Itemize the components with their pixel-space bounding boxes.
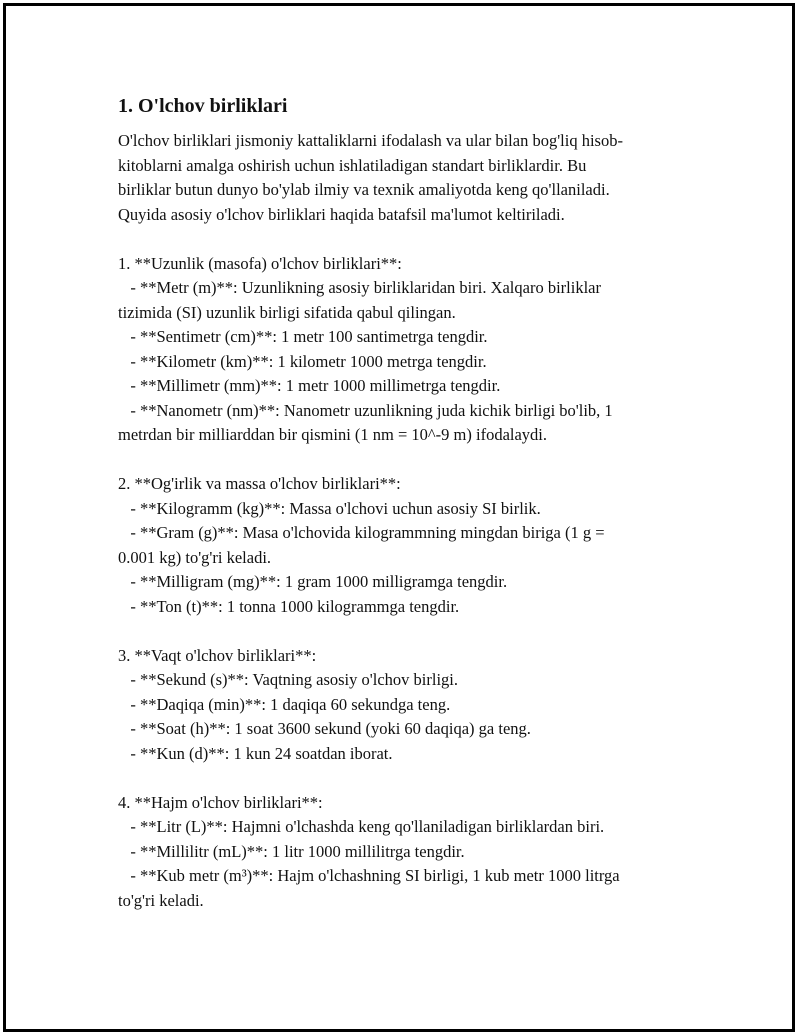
document-body — [118, 92, 688, 913]
section-heading: 2. **Og'irlik va massa o'lchov birliklari**: — [118, 474, 401, 493]
list-item: - **Gram (g)**: Masa o'lchovida kilogrammning mingdan biriga (1 g = — [118, 523, 605, 542]
list-item-continuation: 0.001 kg) to'g'ri keladi. — [118, 547, 272, 567]
list-item: - **Kilogramm (kg)**: Massa o'lchovi uchun asosiy SI birlik. — [118, 498, 541, 518]
intro-paragraph: O'lchov birliklari jismoniy kattaliklarni ifodalash va ular bilan bog'liq hisob- kitoblarni amalga oshirish uchun ishlatiladigan standart birliklardir. Bu birliklar butun dunyo bo'ylab ilmiy va texnik amaliyotda keng qo'llaniladi. Quyida asosiy o'lchov birliklari haqida batafsil ma'lumot keltiriladi. — [118, 131, 623, 224]
list-item: - **Soat (h)**: 1 soat 3600 sekund (yoki 60 daqiqa) ga teng. — [118, 719, 531, 738]
section-heading: 1. **Uzunlik (masofa) o'lchov birliklari**: — [118, 253, 402, 273]
list-item: - **Sentimetr (cm)**: 1 metr 100 santimetrga tengdir. — [118, 327, 488, 346]
list-item: - **Litr (L)**: Hajmni o'lchashda keng qo'llaniladigan birliklardan biri. — [118, 817, 605, 836]
list-item-continuation: metrdan bir milliarddan bir qismini (1 nm = 10^-9 m) ifodalaydi. — [118, 425, 548, 444]
list-item-continuation: to'g'ri keladi. — [118, 890, 204, 910]
section-mass-units — [118, 472, 688, 619]
section-volume-units — [118, 791, 688, 914]
list-item: - **Millilitr (mL)**: 1 litr 1000 millilitrga tengdir. — [118, 841, 465, 861]
list-item: - **Sekund (s)**: Vaqtning asosiy o'lchov birligi. — [118, 670, 458, 689]
list-item: - **Kilometr (km)**: 1 kilometr 1000 metrga tengdir. — [118, 351, 487, 371]
list-item: - **Ton (t)**: 1 tonna 1000 kilogrammga tengdir. — [118, 596, 460, 616]
list-item: - **Millimetr (mm)**: 1 metr 1000 millimetrga tengdir. — [118, 376, 501, 395]
section-heading: 4. **Hajm o'lchov birliklari**: — [118, 792, 323, 812]
list-item: - **Kun (d)**: 1 kun 24 soatdan iborat. — [118, 743, 393, 763]
list-item: - **Milligram (mg)**: 1 gram 1000 milligramga tengdir. — [118, 572, 508, 591]
list-item: - **Metr (m)**: Uzunlikning asosiy birliklaridan biri. Xalqaro birliklar — [118, 278, 601, 297]
section-heading: 3. **Vaqt o'lchov birliklari**: — [118, 645, 317, 665]
list-item: - **Nanometr (nm)**: Nanometr uzunlikning juda kichik birligi bo'lib, 1 — [118, 400, 613, 420]
section-time-units — [118, 644, 688, 767]
document-title: 1. O'lchov birliklari — [118, 95, 288, 117]
list-item-continuation: tizimida (SI) uzunlik birligi sifatida qabul qilingan. — [118, 302, 456, 322]
list-item: - **Daqiqa (min)**: 1 daqiqa 60 sekundga teng. — [118, 694, 451, 714]
list-item: - **Kub metr (m³)**: Hajm o'lchashning SI birligi, 1 kub metr 1000 litrga — [118, 866, 620, 885]
section-length-units — [118, 252, 688, 448]
